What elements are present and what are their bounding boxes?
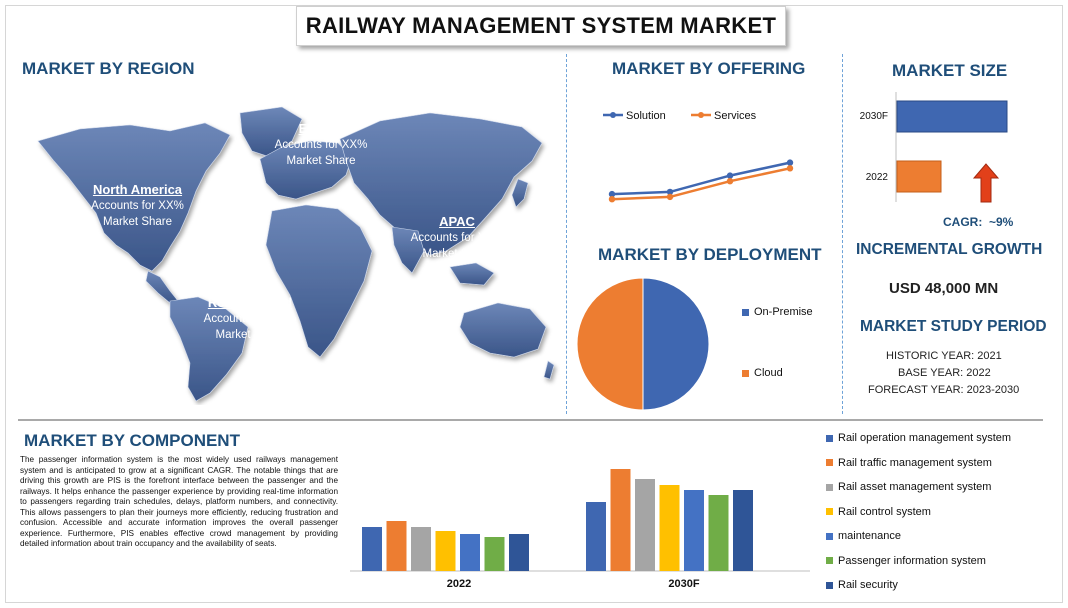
page-title: RAILWAY MANAGEMENT SYSTEM MARKET [296,6,786,46]
region-share-apac: Accounts for XX% [410,232,504,244]
pie-slice-on-premise [643,278,709,410]
component-description: The passenger information system is the most widely used railways management system and is anticipated to grow at a significant CAGR. The notable things that are driving this growth are PIS is the forefront interface between the passenger and the railways. It helps enhance the passenger experience by providing real-time information to passengers regarding train schedules, delays, platform numbers, and connectivity. This allows passengers to plan their journeys more efficiently, reducing frustration and confusion. Accessible and accurate information improves the overall passenger experience. Furthermore, PIS enables effective crowd management by providing detailed information about train occupancy and the availability of seats. [20,455,338,548]
size-label-2022: 2022 [865,172,888,183]
legend-marker-services [698,112,704,118]
component-category-2030f: 2030F [668,578,700,590]
historic-year: HISTORIC YEAR: 2021 [886,350,1002,362]
growth-heading: INCREMENTAL GROWTH [856,241,1043,258]
map-new-zealand [544,361,554,379]
region-name-apac: APAC [439,214,475,229]
legend-item-rail-control-system [826,506,931,518]
component-bar-maintenance-2022 [460,534,480,571]
legend-swatch-cloud [742,370,749,377]
deployment-heading: MARKET BY DEPLOYMENT [598,245,822,264]
region-box-europe [246,118,396,171]
component-bar-rail-asset-management-system-2022 [411,527,431,571]
component-bar-rail-control-system-2030f [660,485,680,571]
forecast-year: FORECAST YEAR: 2023-2030 [868,384,1020,396]
legend-label-rail-asset-management-system: Rail asset management system [838,481,992,493]
pie-slice-cloud [577,278,643,410]
legend-label-rail-traffic-management-system: Rail traffic management system [838,456,992,469]
region-name-north-america: North America [92,182,183,197]
divider-horizontal [18,419,1043,421]
offering-point-solution [727,172,733,178]
offering-point-services [727,178,733,184]
cagr-value: ~9% [989,215,1014,229]
legend-item-passenger-information-system [826,555,986,567]
region-share-north-america: Accounts for XX% [91,200,184,212]
legend-swatch-rail-control-system [826,508,833,515]
map-southeast-asia [450,263,494,285]
offering-point-solution [787,159,793,165]
size-bar-2030f [897,101,1007,132]
legend-label-rail-operation-management-system: Rail operation management system [838,432,1012,444]
legend-swatch-maintenance [826,533,833,540]
component-bar-rail-operation-management-system-2022 [362,527,382,571]
region-share-label-north-america: Market Share [102,216,173,228]
region-name-europe: Europe [298,121,344,136]
growth-arrow-icon [974,164,998,202]
legend-marker-solution [610,112,616,118]
legend-label-on-premise: On-Premise [754,306,813,318]
component-heading: MARKET BY COMPONENT [24,431,240,450]
legend-item-rail-security [826,579,898,591]
legend-item-on-premise [742,306,813,318]
study-heading: MARKET STUDY PERIOD [860,318,1047,335]
region-share-label-europe: Market Share [286,155,356,167]
component-bar-passenger-information-system-2030f [709,495,729,571]
map-japan [512,179,528,207]
legend-swatch-rail-operation-management-system [826,435,833,442]
legend-item-rail-traffic-management-system [826,457,992,469]
divider-region-offering [566,54,567,414]
region-share-label-apac: Market Share [422,248,492,260]
legend-label-services: Services [714,110,757,122]
region-box-north-america [63,179,212,232]
region-box-apac [382,211,532,264]
cagr-text [943,215,1013,229]
component-bar-rail-security-2022 [509,534,529,571]
component-bar-passenger-information-system-2022 [485,537,505,571]
component-bar-rail-traffic-management-system-2030f [611,469,631,571]
legend-item-maintenance [826,530,901,542]
region-box-rest-of-world [175,292,325,345]
component-bar-rail-security-2030f [733,490,753,571]
size-heading: MARKET SIZE [892,61,1008,80]
offering-point-services [609,196,615,202]
offering-heading: MARKET BY OFFERING [612,59,806,78]
legend-swatch-rail-security [826,582,833,589]
component-category-2022: 2022 [446,578,472,590]
region-share-label-rest-of-world: Market Share [215,329,285,341]
legend-label-solution: Solution [626,110,666,122]
divider-offering-size [842,54,843,414]
market-size-bar-chart [850,90,1040,205]
legend-label-rail-security: Rail security [838,579,898,591]
component-bar-rail-control-system-2022 [436,531,456,571]
legend-swatch-rail-traffic-management-system [826,459,833,466]
deployment-pie-chart [572,272,717,417]
legend-item-rail-operation-management-system [826,432,1011,444]
cagr-label: CAGR: [943,215,983,229]
growth-value: USD 48,000 MN [889,280,999,297]
legend-swatch-rail-asset-management-system [826,484,833,491]
legend-label-passenger-information-system: Passenger information system [838,554,986,567]
map-australia [460,303,546,357]
legend-label-maintenance: maintenance [838,530,901,542]
legend-swatch-passenger-information-system [826,557,833,564]
region-name-rest-of-world: Rest of World [207,295,293,310]
component-bar-chart [345,440,815,595]
map-central-america [146,271,178,303]
size-bar-2022 [897,161,941,192]
legend-label-cloud: Cloud [754,367,783,379]
base-year: BASE YEAR: 2022 [898,367,991,379]
component-bar-maintenance-2030f [684,490,704,571]
component-bar-rail-traffic-management-system-2022 [387,521,407,571]
region-share-rest-of-world: Accounts for XX% [203,313,297,325]
region-heading: MARKET BY REGION [22,59,195,78]
legend-swatch-on-premise [742,309,749,316]
size-label-2030f: 2030F [859,111,888,122]
legend-item-cloud [742,367,783,379]
component-bar-rail-asset-management-system-2030f [635,479,655,571]
offering-line-chart [590,100,820,225]
legend-label-rail-control-system: Rail control system [838,505,931,518]
offering-point-services [667,194,673,200]
legend-item-rail-asset-management-system [826,481,991,493]
region-share-europe: Accounts for XX% [274,139,368,151]
offering-point-services [787,165,793,171]
component-bar-rail-operation-management-system-2030f [586,502,606,571]
